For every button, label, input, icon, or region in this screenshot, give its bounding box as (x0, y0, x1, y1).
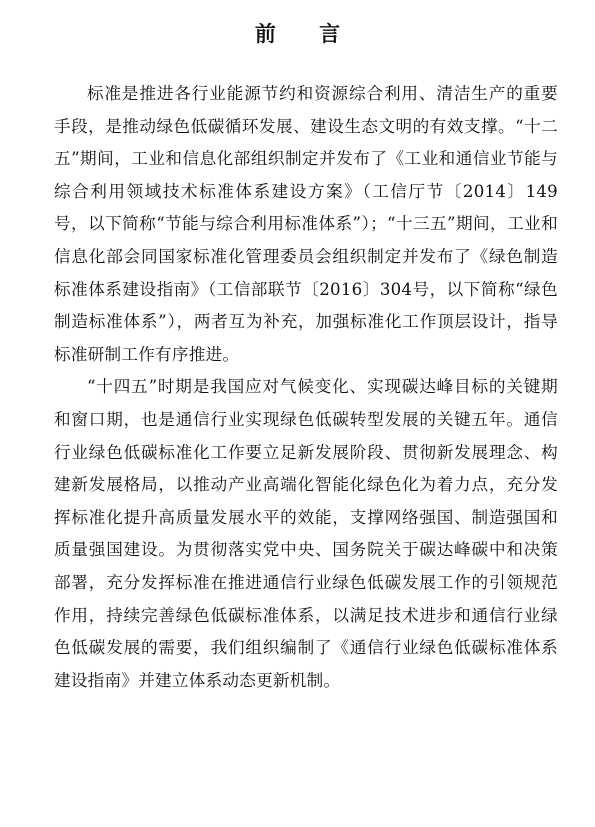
paragraph-1: 标准是推进各行业能源节约和资源综合利用、清洁生产的重要手段，是推动绿色低碳循环发展、建设生态文明的有效支撑。“十二五”期间，工业和信息化部组织制定并发布了《工业和通信业节能与综合利用领域技术标准体系建设方案》（工信厅节〔2014〕149号，以下简称“节能与综合利用标准体系”）；“十三五”期间，工业和信息化部会同国家标准化管理委员会组织制定并发布了《绿色制造标准体系建设指南》（工信部联节〔2016〕304号，以下简称“绿色制造标准体系”），两者互为补充，加强标准化工作顶层设计，指导标准研制工作有序推进。 (54, 84, 558, 364)
page-title: 前 言 (254, 21, 359, 46)
document-body (54, 78, 558, 697)
paragraph-2: “十四五”时期是我国应对气候变化、实现碳达峰目标的关键期和窗口期，也是通信行业实现绿色低碳转型发展的关键五年。通信行业绿色低碳标准化工作要立足新发展阶段、贯彻新发展理念、构建新发展格局，以推动产业高端化智能化绿色化为着力点，充分发挥标准化提升高质量发展水平的效能，支撑网络强国、制造强国和质量强国建设。为贯彻落实党中央、国务院关于碳达峰碳中和决策部署，充分发挥标准在推进通信行业绿色低碳发展工作的引领规范作用，持续完善绿色低碳标准体系，以满足技术进步和通信行业绿色低碳发展的需要，我们组织编制了《通信行业绿色低碳标准体系建设指南》并建立体系动态更新机制。 (54, 377, 558, 690)
